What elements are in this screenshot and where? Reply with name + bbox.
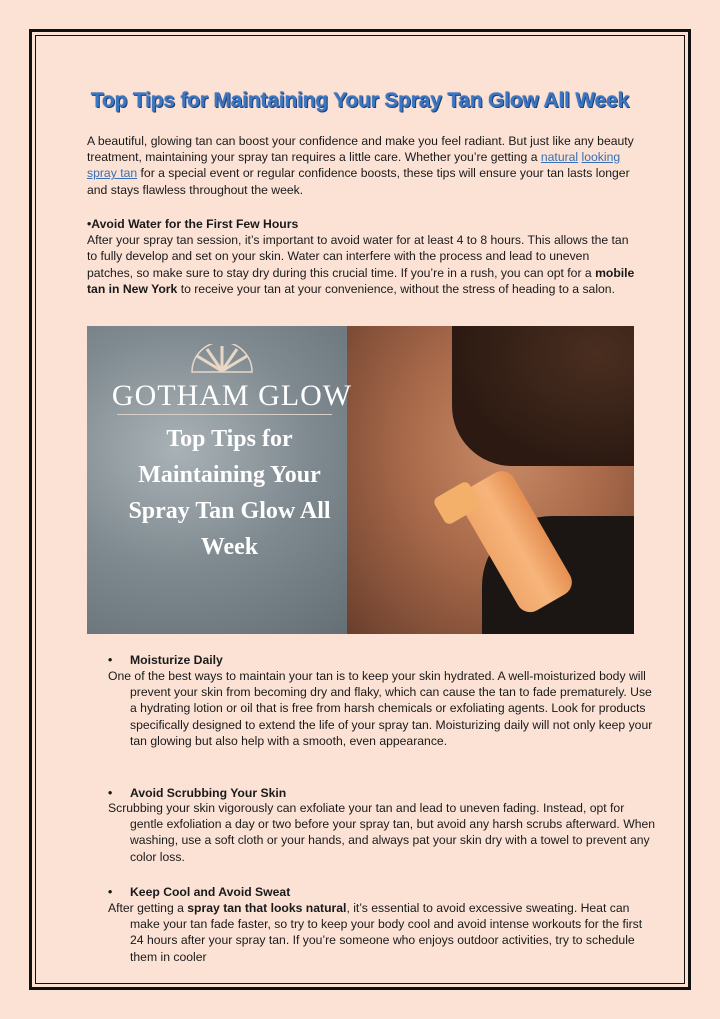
tip1-section [87, 216, 635, 297]
tip2-heading-row [108, 652, 223, 668]
intro-text-1: A beautiful, glowing tan can boost your confidence and make you feel radiant. But just like any beauty treatment, maintaining your spray tan requires a little care. Whether you’re getting a [87, 134, 634, 165]
intro-text-2: for a special event or regular confidence boosts, these tips will ensure your tan lasts longer and stays flawless throughout the week. [87, 166, 630, 197]
tip3-body: Scrubbing your skin vigorously can exfoliate your tan and lead to uneven fading. Instead, opt for gentle exfoliation a day or two before your spray tan, but avoid any harsh scrubs afterward. When washing, use a soft cloth or your hands, and always pat your skin dry with a towel to prevent any color loss. [108, 801, 656, 864]
tip1-body-2: to receive your tan at your convenience, without the stress of heading to a salon. [177, 281, 615, 296]
tip2-heading: Moisturize Daily [130, 653, 223, 667]
spray-tan-natural-text: spray tan that looks natural [187, 901, 347, 915]
tip4-heading: Keep Cool and Avoid Sweat [130, 885, 291, 899]
hero-image [87, 326, 634, 634]
tip4-bullet: • [108, 885, 113, 899]
intro-paragraph [87, 133, 635, 198]
tip3-heading-row [108, 785, 286, 801]
tip4-heading-row [108, 884, 290, 900]
tip3-heading: Avoid Scrubbing Your Skin [130, 786, 287, 800]
tip4-body: After getting a spray tan that looks natural, it’s essential to avoid excessive sweating. Heat can make your tan fade faster, so try to keep your body cool and avoid intense workouts for the first 24 hours after your spray tan. If you’re someone who enjoys outdoor activities, try to schedule them in cooler [108, 901, 643, 964]
hero-image-title: Top Tips for Maintaining Your Spray Tan Glow All Week [128, 426, 331, 560]
tip1-body-1: After your spray tan session, it’s important to avoid water for at least 4 to 8 hours. This allows the tan to fully develop and set on your skin. Water can interfere with the process and lead to uneven patches, so make sure to stay dry during this crucial time. If you’re in a rush, you can opt for a [87, 233, 629, 280]
gotham-glow-logo: GOTHAM GLOW [111, 379, 353, 412]
tip3-bullet: • [108, 786, 113, 800]
mobile-tan-text: mobile tan in New York [87, 265, 635, 296]
natural-link[interactable]: natural [540, 150, 579, 165]
looking-spray-tan-link[interactable]: looking spray tan [87, 150, 621, 181]
tip2-bullet: • [108, 653, 113, 667]
tip1-heading: Avoid Water for the First Few Hours [91, 217, 299, 231]
logo-fan-icon [182, 344, 262, 374]
tip2-body: One of the best ways to maintain your tan is to keep your skin hydrated. A well-moisturized body will prevent your skin from becoming dry and flaky, which can cause the tan to fade prematurely. Use a hydrating lotion or oil that is free from harsh chemicals or exfoliating agents. Look for products specifically designed to extend the life of your spray tan. Moisturizing daily will not only keep your tan glowing but also help with a smooth, even appearance. [108, 669, 653, 748]
tip1-bullet: • [87, 217, 92, 231]
document-title: Top Tips for Maintaining Your Spray Tan Glow All Week [90, 89, 630, 112]
